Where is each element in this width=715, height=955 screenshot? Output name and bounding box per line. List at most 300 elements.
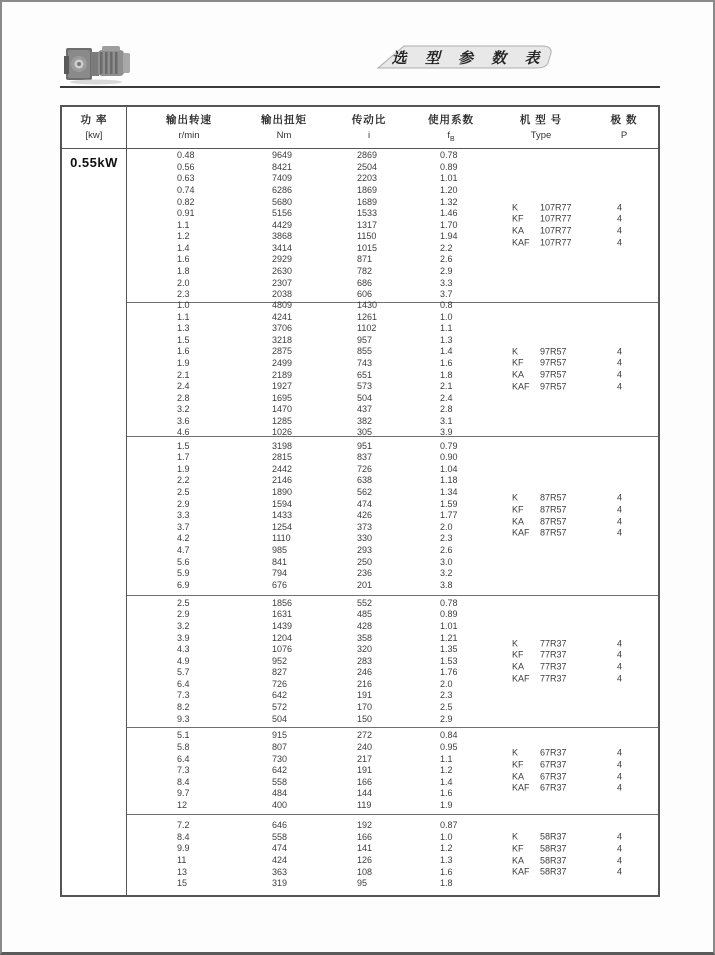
torque-cell: 484 [272, 788, 288, 799]
factor-cell: 1.20 [440, 184, 458, 195]
torque-cell: 952 [272, 655, 288, 666]
type-code: 107R77 [540, 237, 572, 248]
table-row [127, 855, 658, 867]
table-row [127, 867, 658, 879]
block-rows [127, 815, 658, 895]
torque-cell: 424 [272, 855, 288, 865]
ratio-cell: 192 [357, 820, 373, 831]
torque-cell: 3198 [272, 440, 293, 451]
factor-cell: 3.9 [440, 427, 453, 438]
speed-cell: 5.7 [177, 667, 190, 678]
speed-cell: 3.9 [177, 632, 190, 643]
factor-cell: 1.77 [440, 510, 458, 521]
torque-cell: 2038 [272, 289, 293, 300]
torque-cell: 642 [272, 690, 288, 701]
factor-cell: 2.6 [440, 254, 453, 265]
power-column [62, 107, 127, 895]
page-title: 选 型 参 数 表 [391, 49, 547, 67]
ratio-cell: 485 [357, 609, 373, 620]
ratio-cell: 428 [357, 620, 373, 631]
torque-cell: 558 [272, 831, 288, 842]
ratio-cell: 1689 [357, 196, 378, 207]
block-rows [127, 596, 658, 727]
factor-cell: 1.21 [440, 632, 458, 643]
speed-cell: 2.9 [177, 609, 190, 620]
type-code: 67R37 [540, 747, 567, 758]
ratio-cell: 2869 [357, 150, 378, 161]
poles-cell: 4 [617, 345, 623, 356]
factor-cell: 1.35 [440, 644, 458, 655]
ratio-cell: 108 [357, 866, 373, 877]
type-code: 58R37 [540, 855, 567, 865]
header-output-torque: 输出扭矩 Nm [261, 114, 307, 141]
table-row [127, 441, 658, 453]
table-row [127, 312, 658, 324]
speed-cell: 2.5 [177, 597, 190, 608]
speed-cell: 1.3 [177, 323, 190, 334]
block-rows [127, 149, 658, 302]
torque-cell: 2307 [272, 277, 293, 288]
ratio-cell: 250 [357, 556, 373, 567]
type-row [512, 771, 623, 783]
type-prefix: KF [512, 357, 524, 368]
type-row [512, 504, 623, 516]
type-prefix: KF [512, 213, 524, 224]
table-row [127, 832, 658, 844]
speed-cell: 1.6 [177, 346, 190, 357]
factor-cell: 1.2 [440, 843, 453, 854]
torque-cell: 2929 [272, 254, 293, 265]
type-prefix: KF [512, 504, 524, 515]
factor-cell: 1.76 [440, 667, 458, 678]
table-row [127, 243, 658, 255]
type-code: 77R37 [540, 649, 567, 660]
speed-cell: 0.82 [177, 196, 195, 207]
speed-cell: 0.74 [177, 184, 195, 195]
spec-block [127, 728, 658, 815]
speed-cell: 1.5 [177, 334, 190, 345]
header-poles: 极 数 P [610, 114, 638, 141]
speed-cell: 1.5 [177, 440, 190, 451]
ratio-cell: 330 [357, 533, 373, 544]
table-row [127, 266, 658, 278]
spec-block [127, 299, 658, 438]
torque-cell: 1433 [272, 510, 293, 521]
torque-cell: 6286 [272, 184, 293, 195]
poles-cell: 4 [617, 866, 623, 877]
ratio-cell: 305 [357, 427, 373, 438]
poles-cell: 4 [617, 649, 623, 660]
factor-cell: 0.90 [440, 452, 458, 463]
factor-cell: 3.1 [440, 415, 453, 426]
factor-cell: 0.89 [440, 161, 458, 172]
power-rating: 0.55kW [70, 155, 118, 170]
type-prefix: KA [512, 225, 525, 236]
speed-cell: 2.8 [177, 392, 190, 403]
speed-cell: 7.3 [177, 690, 190, 701]
torque-cell: 1594 [272, 498, 293, 509]
type-code: 77R37 [540, 661, 567, 672]
torque-cell: 676 [272, 579, 288, 590]
type-code: 67R37 [540, 782, 567, 793]
table-row [127, 533, 658, 545]
factor-cell: 1.8 [440, 878, 453, 889]
type-code: 77R37 [540, 673, 567, 684]
torque-cell: 841 [272, 556, 288, 567]
speed-cell: 1.9 [177, 463, 190, 474]
torque-cell: 2875 [272, 346, 293, 357]
torque-cell: 1439 [272, 620, 293, 631]
ratio-cell: 957 [357, 334, 373, 345]
table-row [127, 475, 658, 487]
factor-cell: 2.3 [440, 533, 453, 544]
type-row [512, 492, 623, 504]
factor-cell: 1.18 [440, 475, 458, 486]
table-row [127, 300, 658, 312]
speed-cell: 8.4 [177, 831, 190, 842]
table-row [127, 702, 658, 714]
poles-cell: 4 [617, 831, 623, 842]
factor-cell: 1.3 [440, 855, 453, 865]
poles-cell: 4 [617, 661, 623, 672]
speed-cell: 7.3 [177, 765, 190, 776]
factor-cell: 1.4 [440, 776, 453, 787]
type-code: 87R57 [540, 516, 567, 526]
type-prefix: K [512, 831, 519, 842]
ratio-cell: 170 [357, 702, 373, 713]
torque-cell: 3706 [272, 323, 293, 334]
ratio-cell: 166 [357, 776, 373, 787]
table-row [127, 754, 658, 766]
factor-cell: 3.2 [440, 568, 453, 579]
table-row [127, 633, 658, 645]
factor-cell: 2.0 [440, 521, 453, 532]
table-row [127, 452, 658, 464]
torque-cell: 1110 [272, 533, 291, 544]
speed-cell: 5.9 [177, 568, 190, 579]
torque-cell: 1631 [272, 609, 293, 620]
type-prefix: KF [512, 843, 524, 854]
table-row [127, 464, 658, 476]
factor-cell: 1.01 [440, 173, 458, 184]
speed-cell: 4.9 [177, 655, 190, 666]
type-prefix: KAF [512, 381, 530, 392]
ratio-cell: 191 [357, 765, 373, 776]
table-row [127, 150, 658, 162]
ratio-cell: 144 [357, 788, 373, 799]
speed-cell: 1.7 [177, 452, 190, 463]
speed-cell: 3.2 [177, 620, 190, 631]
ratio-cell: 871 [357, 254, 373, 265]
type-prefix: KA [512, 661, 525, 672]
ratio-cell: 726 [357, 463, 373, 474]
type-list [512, 201, 623, 249]
torque-cell: 827 [272, 667, 288, 678]
factor-cell: 1.1 [440, 323, 453, 334]
table-row [127, 644, 658, 656]
factor-cell: 1.01 [440, 620, 458, 631]
poles-cell: 4 [617, 771, 623, 781]
ratio-cell: 293 [357, 544, 373, 555]
poles-cell: 4 [617, 201, 623, 212]
torque-cell: 7409 [272, 173, 293, 184]
type-code: 107R77 [540, 201, 572, 212]
banner [376, 44, 554, 70]
poles-cell: 4 [617, 782, 623, 793]
speed-cell: 0.91 [177, 208, 195, 219]
torque-cell: 1856 [272, 597, 293, 608]
poles-cell: 4 [617, 527, 623, 538]
factor-cell: 1.6 [440, 866, 453, 877]
speed-cell: 6.4 [177, 753, 190, 764]
factor-cell: 1.9 [440, 799, 453, 810]
type-prefix: KAF [512, 237, 530, 248]
type-code: 58R37 [540, 866, 567, 877]
ratio-cell: 191 [357, 690, 373, 701]
torque-cell: 3868 [272, 231, 293, 242]
speed-cell: 3.2 [177, 404, 190, 415]
factor-cell: 1.4 [440, 346, 453, 357]
type-prefix: K [512, 747, 519, 758]
type-code: 107R77 [540, 213, 572, 224]
table-row [127, 843, 658, 855]
factor-cell: 3.8 [440, 579, 453, 590]
speed-cell: 4.2 [177, 533, 190, 544]
table-row [127, 370, 658, 382]
type-code: 97R57 [540, 357, 567, 368]
table-row [127, 197, 658, 209]
torque-cell: 1890 [272, 487, 293, 498]
speed-cell: 12 [177, 799, 188, 810]
speed-cell: 1.2 [177, 231, 190, 242]
type-prefix: KF [512, 759, 524, 770]
poles-cell: 4 [617, 637, 623, 648]
factor-cell: 1.0 [440, 311, 453, 322]
type-prefix: KA [512, 516, 525, 526]
factor-cell: 1.70 [440, 219, 458, 230]
header-ratio: 传动比 i [351, 114, 387, 141]
speed-cell: 9.9 [177, 843, 190, 854]
speed-cell: 1.6 [177, 254, 190, 265]
ratio-cell: 1150 [357, 231, 377, 242]
ratio-cell: 358 [357, 632, 373, 643]
header-type: 机 型 号 Type [519, 114, 563, 141]
table-row [127, 580, 658, 592]
header-output-speed: 输出转速 r/min [166, 114, 212, 141]
type-row [512, 831, 623, 843]
speed-cell: 3.6 [177, 415, 190, 426]
factor-cell: 1.46 [440, 208, 458, 219]
torque-cell: 363 [272, 866, 288, 877]
table-row [127, 788, 658, 800]
ratio-cell: 216 [357, 678, 373, 689]
table-row [127, 557, 658, 569]
ratio-cell: 1430 [357, 299, 378, 310]
gearmotor-photo-icon [62, 38, 138, 86]
torque-cell: 2499 [272, 357, 293, 368]
speed-cell: 3.7 [177, 521, 190, 532]
type-code: 67R37 [540, 771, 567, 781]
factor-cell: 2.4 [440, 392, 453, 403]
ratio-cell: 382 [357, 415, 373, 426]
header-power: 功 率 [kw] [80, 114, 108, 141]
type-row [512, 516, 623, 528]
ratio-cell: 201 [357, 579, 373, 590]
table-row [127, 335, 658, 347]
ratio-cell: 166 [357, 831, 373, 842]
torque-cell: 3414 [272, 242, 293, 253]
ratio-cell: 1015 [357, 242, 378, 253]
factor-cell: 1.0 [440, 831, 453, 842]
type-list [512, 637, 623, 685]
factor-cell: 2.9 [440, 713, 453, 724]
table-row [127, 358, 658, 370]
ratio-cell: 552 [357, 597, 373, 608]
factor-cell: 2.2 [440, 242, 453, 253]
speed-cell: 6.9 [177, 579, 190, 590]
type-row [512, 855, 623, 867]
ratio-cell: 150 [357, 713, 373, 724]
type-prefix: KA [512, 771, 525, 781]
torque-cell: 2146 [272, 475, 293, 486]
torque-cell: 730 [272, 753, 288, 764]
factor-cell: 1.34 [440, 487, 458, 498]
factor-cell: 1.6 [440, 357, 453, 368]
type-prefix: K [512, 492, 519, 503]
spec-block [127, 437, 658, 596]
table-row [127, 878, 658, 890]
torque-cell: 474 [272, 843, 288, 854]
header-service-factor: 使用系数 $f_B$ [428, 114, 474, 143]
table-row [127, 667, 658, 679]
torque-cell: 2630 [272, 266, 293, 277]
table-row [127, 609, 658, 621]
factor-cell: 1.53 [440, 655, 458, 666]
table-row [127, 487, 658, 499]
factor-cell: 2.5 [440, 702, 453, 713]
factor-cell: 2.6 [440, 544, 453, 555]
poles-cell: 4 [617, 381, 623, 392]
table-row [127, 254, 658, 266]
ratio-cell: 573 [357, 381, 373, 392]
type-list [512, 831, 623, 878]
speed-cell: 2.1 [177, 369, 190, 380]
table-row [127, 208, 658, 220]
ratio-cell: 782 [357, 266, 373, 277]
table-row [127, 522, 658, 534]
factor-cell: 2.0 [440, 678, 453, 689]
ratio-cell: 1869 [357, 184, 378, 195]
factor-cell: 1.8 [440, 369, 453, 380]
factor-cell: 1.32 [440, 196, 458, 207]
factor-cell: 2.8 [440, 404, 453, 415]
ratio-cell: 638 [357, 475, 373, 486]
type-row [512, 637, 623, 650]
spec-table [60, 105, 660, 897]
factor-cell: 0.84 [440, 730, 458, 741]
poles-cell: 4 [617, 237, 623, 248]
torque-cell: 807 [272, 742, 288, 753]
poles-cell: 4 [617, 759, 623, 770]
torque-cell: 8421 [272, 161, 293, 172]
type-prefix: K [512, 637, 519, 648]
torque-cell: 1285 [272, 415, 293, 426]
table-row [127, 346, 658, 358]
table-row [127, 381, 658, 393]
type-prefix: KAF [512, 782, 530, 793]
torque-cell: 504 [272, 713, 288, 724]
ratio-cell: 373 [357, 521, 373, 532]
speed-cell: 2.9 [177, 498, 190, 509]
factor-cell: 1.04 [440, 463, 458, 474]
table-row [127, 499, 658, 511]
type-row [512, 782, 623, 795]
ratio-cell: 272 [357, 730, 373, 741]
factor-cell: 0.8 [440, 299, 453, 310]
speed-cell: 13 [177, 866, 188, 877]
type-row [512, 759, 623, 771]
type-code: 97R57 [540, 345, 567, 356]
type-prefix: KF [512, 649, 524, 660]
poles-cell: 4 [617, 673, 623, 684]
ratio-cell: 837 [357, 452, 373, 463]
factor-cell: 1.3 [440, 334, 453, 345]
type-row [512, 866, 623, 879]
torque-cell: 4429 [272, 219, 293, 230]
table-row [127, 323, 658, 335]
table-row [127, 679, 658, 691]
type-code: 87R57 [540, 527, 567, 538]
speed-cell: 4.3 [177, 644, 190, 655]
speed-cell: 7.2 [177, 820, 190, 831]
ratio-cell: 951 [357, 440, 373, 451]
type-row [512, 345, 623, 358]
ratio-cell: 320 [357, 644, 373, 655]
type-row [512, 225, 623, 238]
torque-cell: 9649 [272, 150, 293, 161]
type-row [512, 357, 623, 370]
speed-cell: 3.3 [177, 510, 190, 521]
table-row [127, 568, 658, 580]
type-prefix: KA [512, 855, 525, 865]
table-blocks [127, 149, 658, 895]
type-row [512, 201, 623, 214]
type-row [512, 369, 623, 382]
speed-cell: 4.6 [177, 427, 190, 438]
torque-cell: 4241 [272, 311, 293, 322]
ratio-cell: 855 [357, 346, 373, 357]
poles-cell: 4 [617, 516, 623, 526]
ratio-cell: 504 [357, 392, 373, 403]
ratio-cell: 246 [357, 667, 373, 678]
speed-cell: 11 [177, 855, 187, 865]
speed-cell: 5.6 [177, 556, 190, 567]
speed-cell: 1.1 [177, 219, 190, 230]
table-row [127, 416, 658, 428]
ratio-cell: 2504 [357, 161, 378, 172]
type-row [512, 527, 623, 540]
type-code: 97R57 [540, 369, 567, 380]
type-list [512, 345, 623, 393]
type-code: 97R57 [540, 381, 567, 392]
speed-cell: 1.8 [177, 266, 190, 277]
table-row [127, 185, 658, 197]
table-row [127, 621, 658, 633]
table-row [127, 765, 658, 777]
type-list [512, 747, 623, 794]
table-row [127, 714, 658, 726]
factor-cell: 0.78 [440, 597, 458, 608]
